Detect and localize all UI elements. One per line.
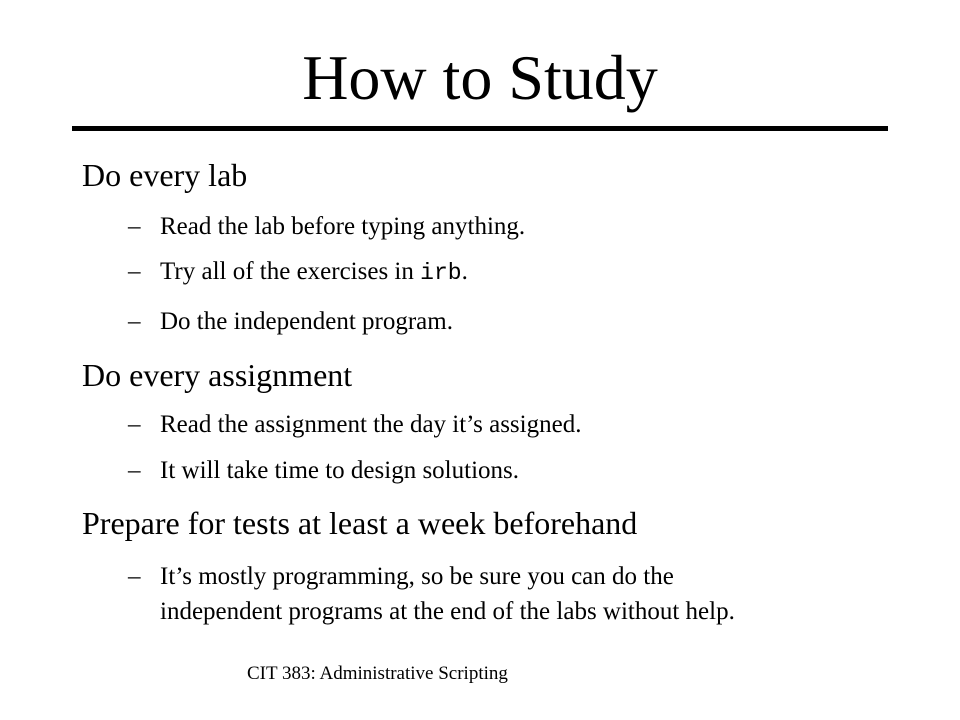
bullet-dash: – — [128, 563, 141, 590]
bullet-try-exercises — [128, 257, 468, 288]
bullet-mostly-programming-cont: independent programs at the end of the labs without help. — [160, 598, 735, 625]
bullet-text: It’s mostly programming, so be sure you can do the — [160, 563, 674, 590]
section-heading-assignments: Do every assignment — [82, 357, 353, 393]
bullet-design-solutions — [128, 456, 519, 486]
bullet-text: Try all of the exercises in — [160, 258, 421, 285]
bullet-dash: – — [128, 457, 141, 484]
bullet-dash: – — [128, 308, 141, 335]
bullet-text: It will take time to design solutions. — [160, 457, 519, 484]
bullet-read-lab — [128, 212, 525, 242]
section-heading-tests: Prepare for tests at least a week beforehand — [82, 505, 638, 541]
bullet-text: Read the lab before typing anything. — [160, 213, 526, 240]
bullet-text-end: . — [461, 258, 468, 285]
section-heading-labs: Do every lab — [82, 157, 248, 193]
slide-footer: CIT 383: Administrative Scripting — [247, 663, 508, 684]
bullet-mostly-programming — [128, 562, 674, 592]
title-underline — [72, 126, 888, 131]
bullet-independent-program — [128, 307, 453, 337]
bullet-code-irb: irb — [420, 260, 462, 286]
bullet-dash: – — [128, 411, 141, 438]
bullet-dash: – — [128, 258, 141, 285]
bullet-text: Read the assignment the day it’s assigned. — [160, 411, 582, 438]
slide-title: How to Study — [302, 42, 658, 113]
bullet-text: Do the independent program. — [160, 308, 453, 335]
bullet-dash: – — [128, 213, 141, 240]
bullet-read-assignment — [128, 410, 581, 440]
